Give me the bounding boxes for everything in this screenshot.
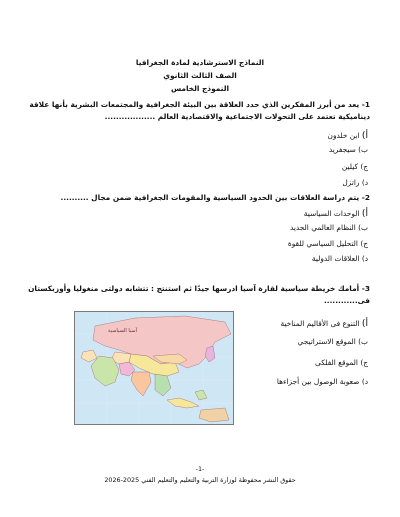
option-text: النظام العالمي الجديد <box>289 223 356 232</box>
q2-option-d[interactable] <box>312 254 368 263</box>
option-letter: د) <box>361 254 368 263</box>
header-subject: النماذج الاسترشادية لمادة الجغرافيا <box>135 58 265 67</box>
option-text: التحليل السياسي للقوة <box>287 239 358 248</box>
option-letter: ب) <box>358 337 368 346</box>
page-number: -1- <box>195 465 205 473</box>
option-text: الموقع الفلكى <box>315 358 358 367</box>
option-text: صعوبة الوصول بين أجزاءها <box>276 377 360 386</box>
option-text: التنوع فى الأقاليم المناخية <box>280 319 360 328</box>
option-text: سيجفريد <box>328 145 356 154</box>
q1-option-c[interactable] <box>342 162 368 171</box>
option-letter: أ) <box>361 318 368 329</box>
header-grade: الصف الثالث الثانوي <box>163 71 237 80</box>
option-letter: د) <box>361 178 368 187</box>
option-text: العلاقات الدولية <box>311 254 360 263</box>
q2-option-b[interactable] <box>290 223 368 232</box>
option-letter: ج) <box>360 162 368 171</box>
question-3: 3- أمامك خريطة سياسية لقارة آسيا ادرسها جيدًا ثم استنتج : تتشابه دولتى منغوليا وأوزبكستان فى............ <box>28 284 370 305</box>
asia-political-map <box>74 311 234 425</box>
map-image <box>75 312 233 424</box>
copyright-notice: حقوق النشر محفوظة لوزارة التربية والتعليم والتعليم الفني 2025-2026 <box>104 476 296 484</box>
q2-option-a[interactable] <box>304 208 368 219</box>
option-letter: ب) <box>358 223 368 232</box>
option-letter: أ) <box>361 208 368 219</box>
option-text: راتزل <box>342 178 360 187</box>
q3-option-a[interactable] <box>280 318 368 329</box>
option-letter: ج) <box>360 358 368 367</box>
option-letter: أ) <box>361 130 368 141</box>
q1-option-a[interactable] <box>328 130 368 141</box>
q1-option-d[interactable] <box>342 178 368 187</box>
question-2: 2- يتم دراسة العلاقات بين الحدود السياسية والمقومات الجغرافية ضمن مجال .......... <box>60 193 370 202</box>
q3-option-b[interactable] <box>298 337 368 346</box>
option-text: الموقع الاستراتيجي <box>297 337 356 346</box>
option-text: ابن خلدون <box>327 131 360 140</box>
q1-option-b[interactable] <box>329 145 368 154</box>
option-text: كيلين <box>341 162 358 171</box>
q3-option-d[interactable] <box>277 377 368 386</box>
header-model: النموذج الخامس <box>170 84 230 93</box>
option-letter: ب) <box>358 145 368 154</box>
option-text: الوحدات السياسية <box>303 209 360 218</box>
question-1: 1- يعد من أبرز المفكرين الذي حدد العلاقة بين البيئة الجغرافية والمجتمعات البشرية بأنها علاقة ديناميكية تعتمد على التحولات الاجتماعية والاقتصادية العالم .................. <box>29 100 370 121</box>
q2-option-c[interactable] <box>288 239 368 248</box>
option-letter: د) <box>361 377 368 386</box>
map-title: آسيا السياسية <box>108 328 137 334</box>
q3-option-c[interactable] <box>315 358 368 367</box>
option-letter: ج) <box>360 239 368 248</box>
